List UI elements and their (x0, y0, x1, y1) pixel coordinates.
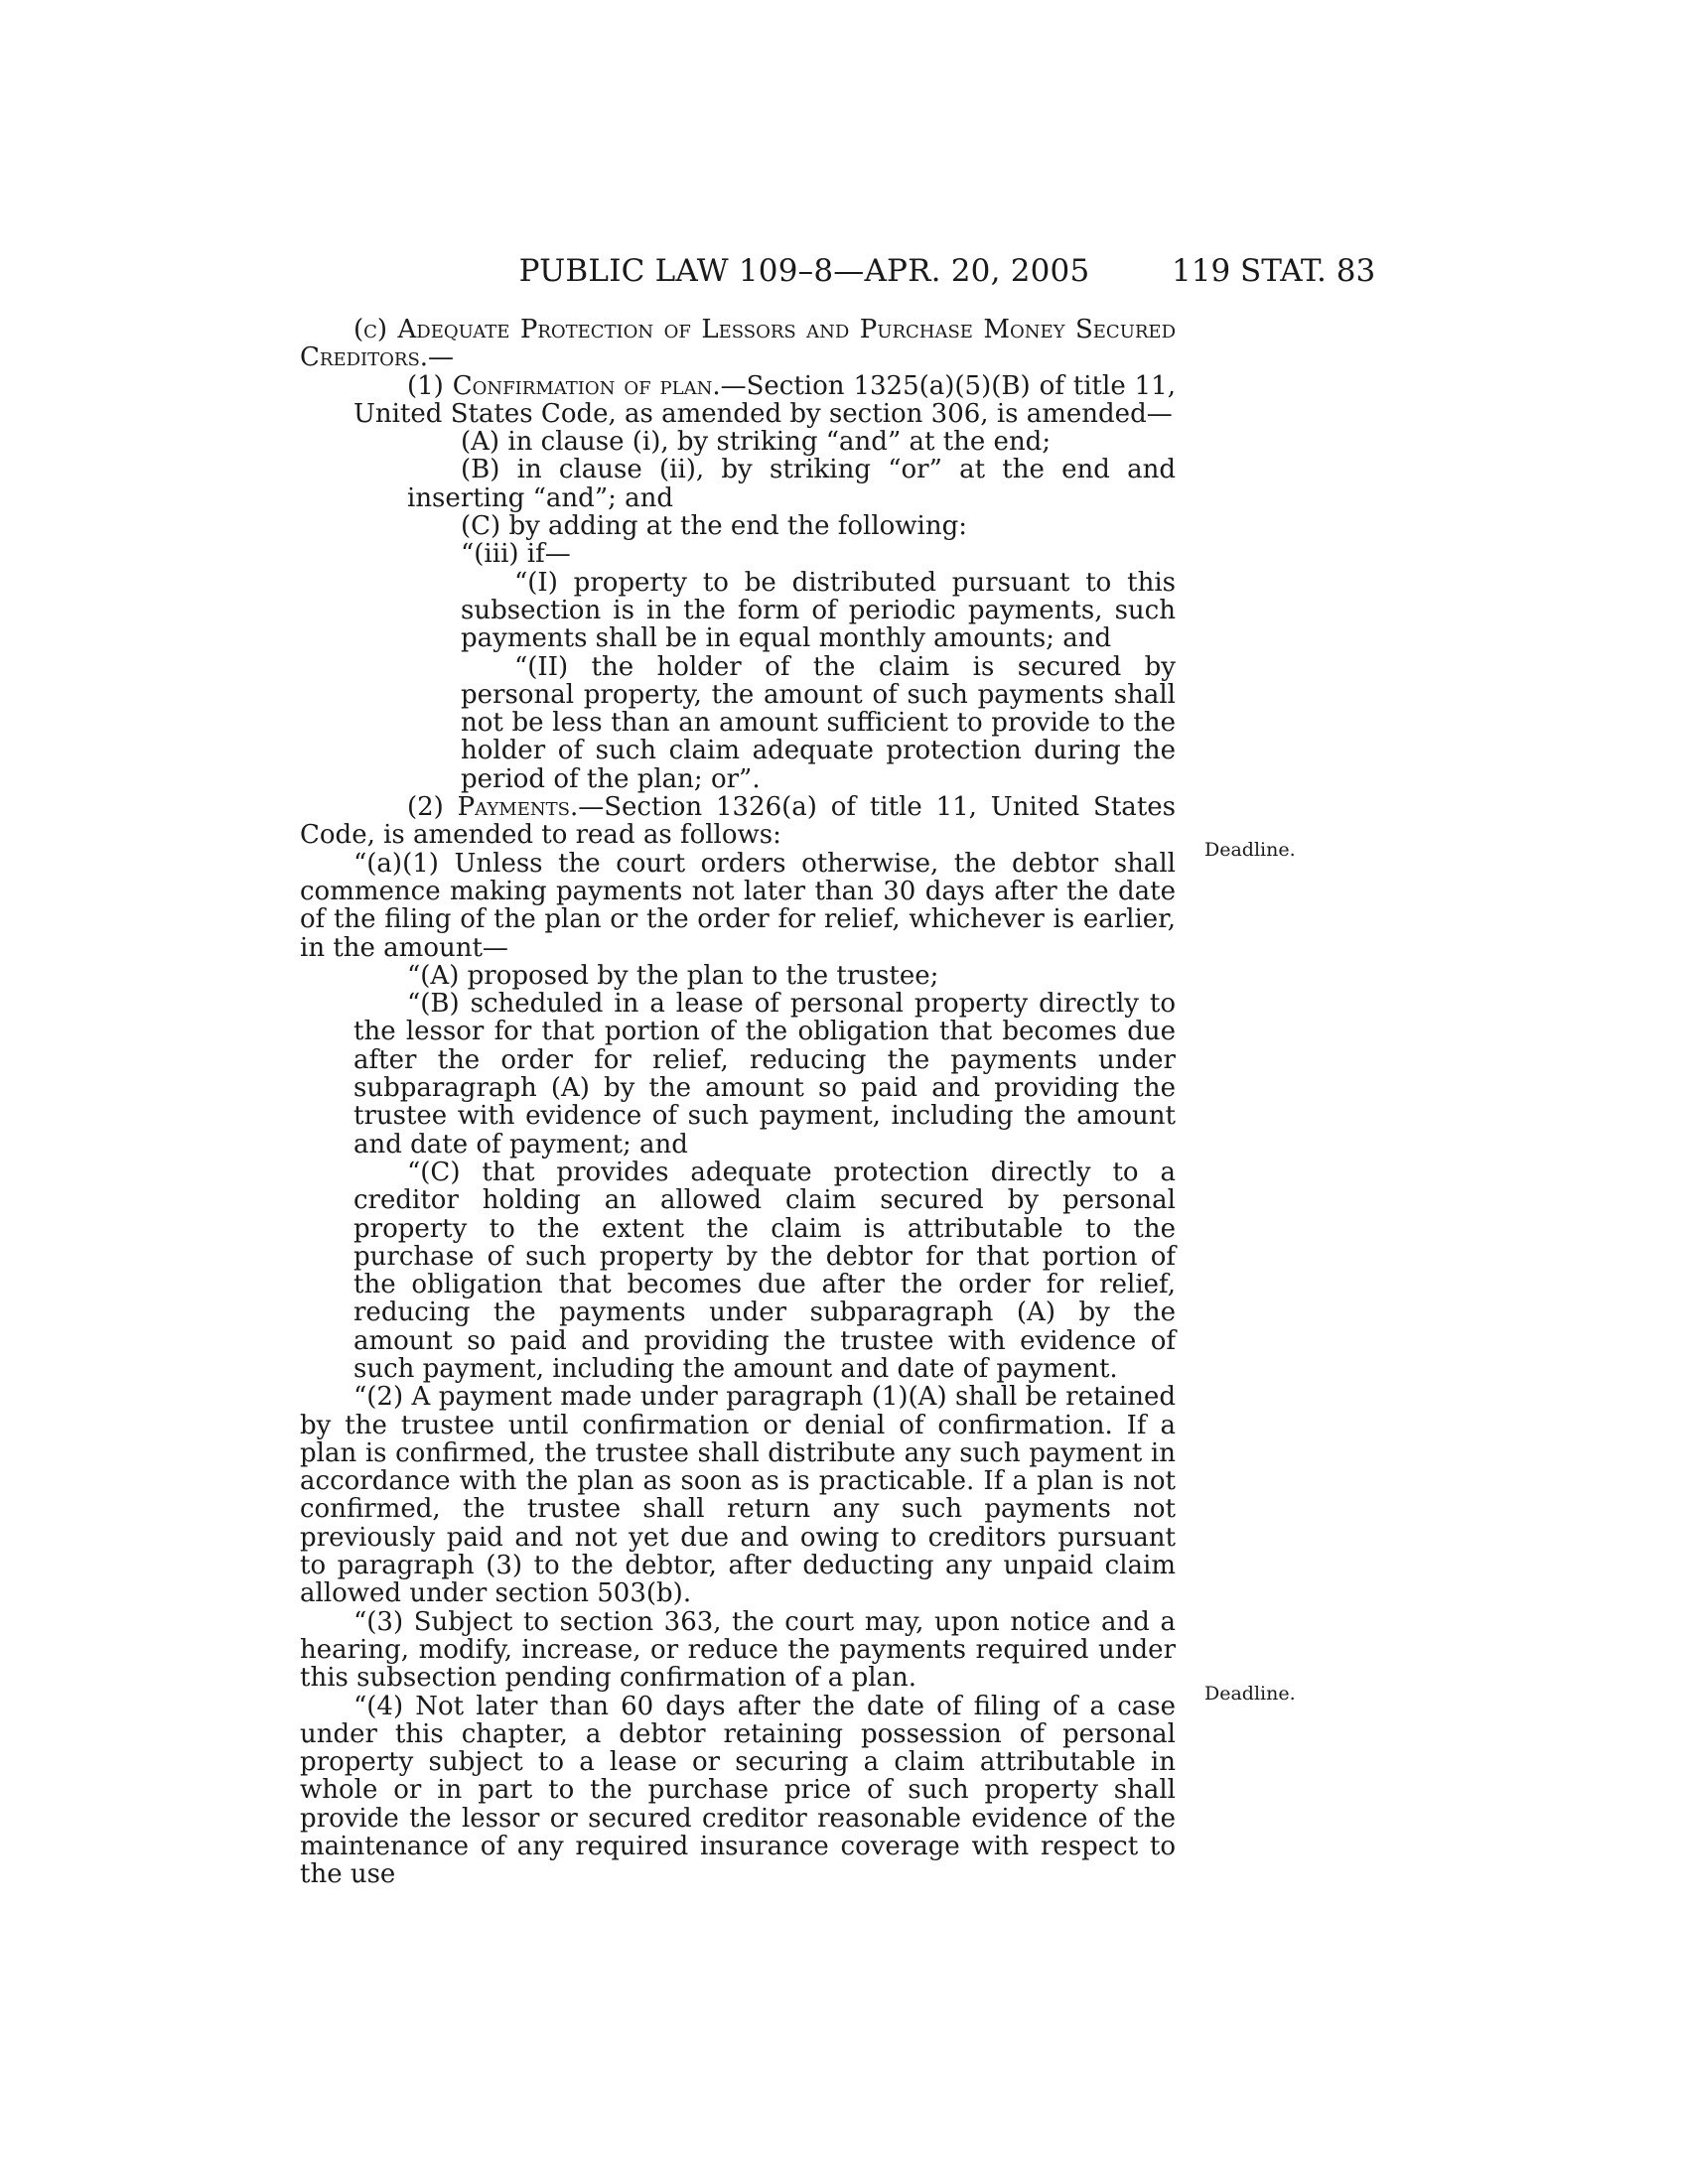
paragraph-1 (300, 372, 1176, 429)
clause-C: (C) by adding at the end the following: (461, 511, 968, 542)
clause-A: (A) in clause (i), by striking “and” at the end; (461, 427, 1052, 458)
quoted-3: “(3) Subject to section 363, the court may, upon notice and a hearing, modify, increase, or reduce the payments required under this subsection pending confirmation of a plan. (300, 1606, 1176, 1694)
margin-note-deadline: Deadline. (1204, 1683, 1296, 1705)
page-header-title: PUBLIC LAW 109–8—APR. 20, 2005 (518, 253, 1090, 289)
clause-B: (B) in clause (ii), by striking “or” at the end and inserting “and”; and (407, 455, 1176, 513)
quoted-B: “(B) scheduled in a lease of personal property directly to the lessor for that portion of the obligation that becomes due after the order for relief, reducing the payments under subparagraph (A) by the amount so paid and providing the trustee with evidence of such payment, including the amount and date of payment; and (353, 989, 1176, 1160)
paragraph-2-heading: (2) Payments. (407, 792, 579, 823)
quoted-2: “(2) A payment made under paragraph (1)(A) shall be retained by the trustee until confirmation or denial of confirmation. If a plan is confirmed, the trustee shall distribute any such payment in accordance with the plan as soon as is practicable. If a plan is not confirmed, the trustee shall return any such payments not previously paid and not yet due and owing to creditors pursuant to paragraph (3) to the debtor, after deducting any unpaid claim allowed under section 503(b). (300, 1382, 1176, 1609)
quoted-C: “(C) that provides adequate protection directly to a creditor holding an allowed claim secured by personal property to the extent the claim is attributable to the purchase of such property by the debtor for that portion of the obligation that becomes due after the order for relief, reducing the payments under subparagraph (A) by the amount so paid and providing the trustee with evidence of such payment, including the amount and date of payment. (353, 1157, 1176, 1384)
document-body (300, 316, 1176, 1889)
paragraph-2 (300, 793, 1176, 850)
paragraph-1-heading: (1) Confirmation of plan. (407, 370, 721, 401)
quoted-A: “(A) proposed by the plan to the trustee; (407, 960, 939, 991)
subsection-c-heading: (c) Adequate Protection of Lessors and Purchase Money Secured Creditors.— (300, 315, 1176, 373)
paragraph-1-text: —Section 1325(a)(5)(B) of title 11, United States Code, as amended by section 306, is amended— (353, 370, 1176, 429)
clause-iii: “(iii) if— (461, 539, 571, 570)
quoted-a1: “(a)(1) Unless the court orders otherwise, the debtor shall commence making payments not later than 30 days after the date of the filing of the plan or the order for relief, whichever is earlier, in the amount— (300, 848, 1176, 963)
clause-I: “(I) property to be distributed pursuant to this subsection is in the form of periodic payments, such payments shall be in equal monthly amounts; and (461, 567, 1176, 654)
page-header-stat: 119 STAT. 83 (1172, 253, 1376, 289)
clause-II: “(II) the holder of the claim is secured by personal property, the amount of such payments shall not be less than an amount sufficient to provide to the holder of such claim adequate protection during the period of the plan; or”. (461, 651, 1176, 794)
quoted-4: “(4) Not later than 60 days after the date of filing of a case under this chapter, a debtor retaining possession of personal property subject to a lease or securing a claim attributable in whole or in part to the purchase price of such property shall provide the lessor or secured creditor reasonable evidence of the maintenance of any required insurance coverage with respect to the use (300, 1691, 1176, 1890)
margin-note-deadline: Deadline. (1204, 839, 1296, 861)
paragraph-2-text: —Section 1326(a) of title 11, United States Code, is amended to read as follows: (300, 792, 1176, 851)
